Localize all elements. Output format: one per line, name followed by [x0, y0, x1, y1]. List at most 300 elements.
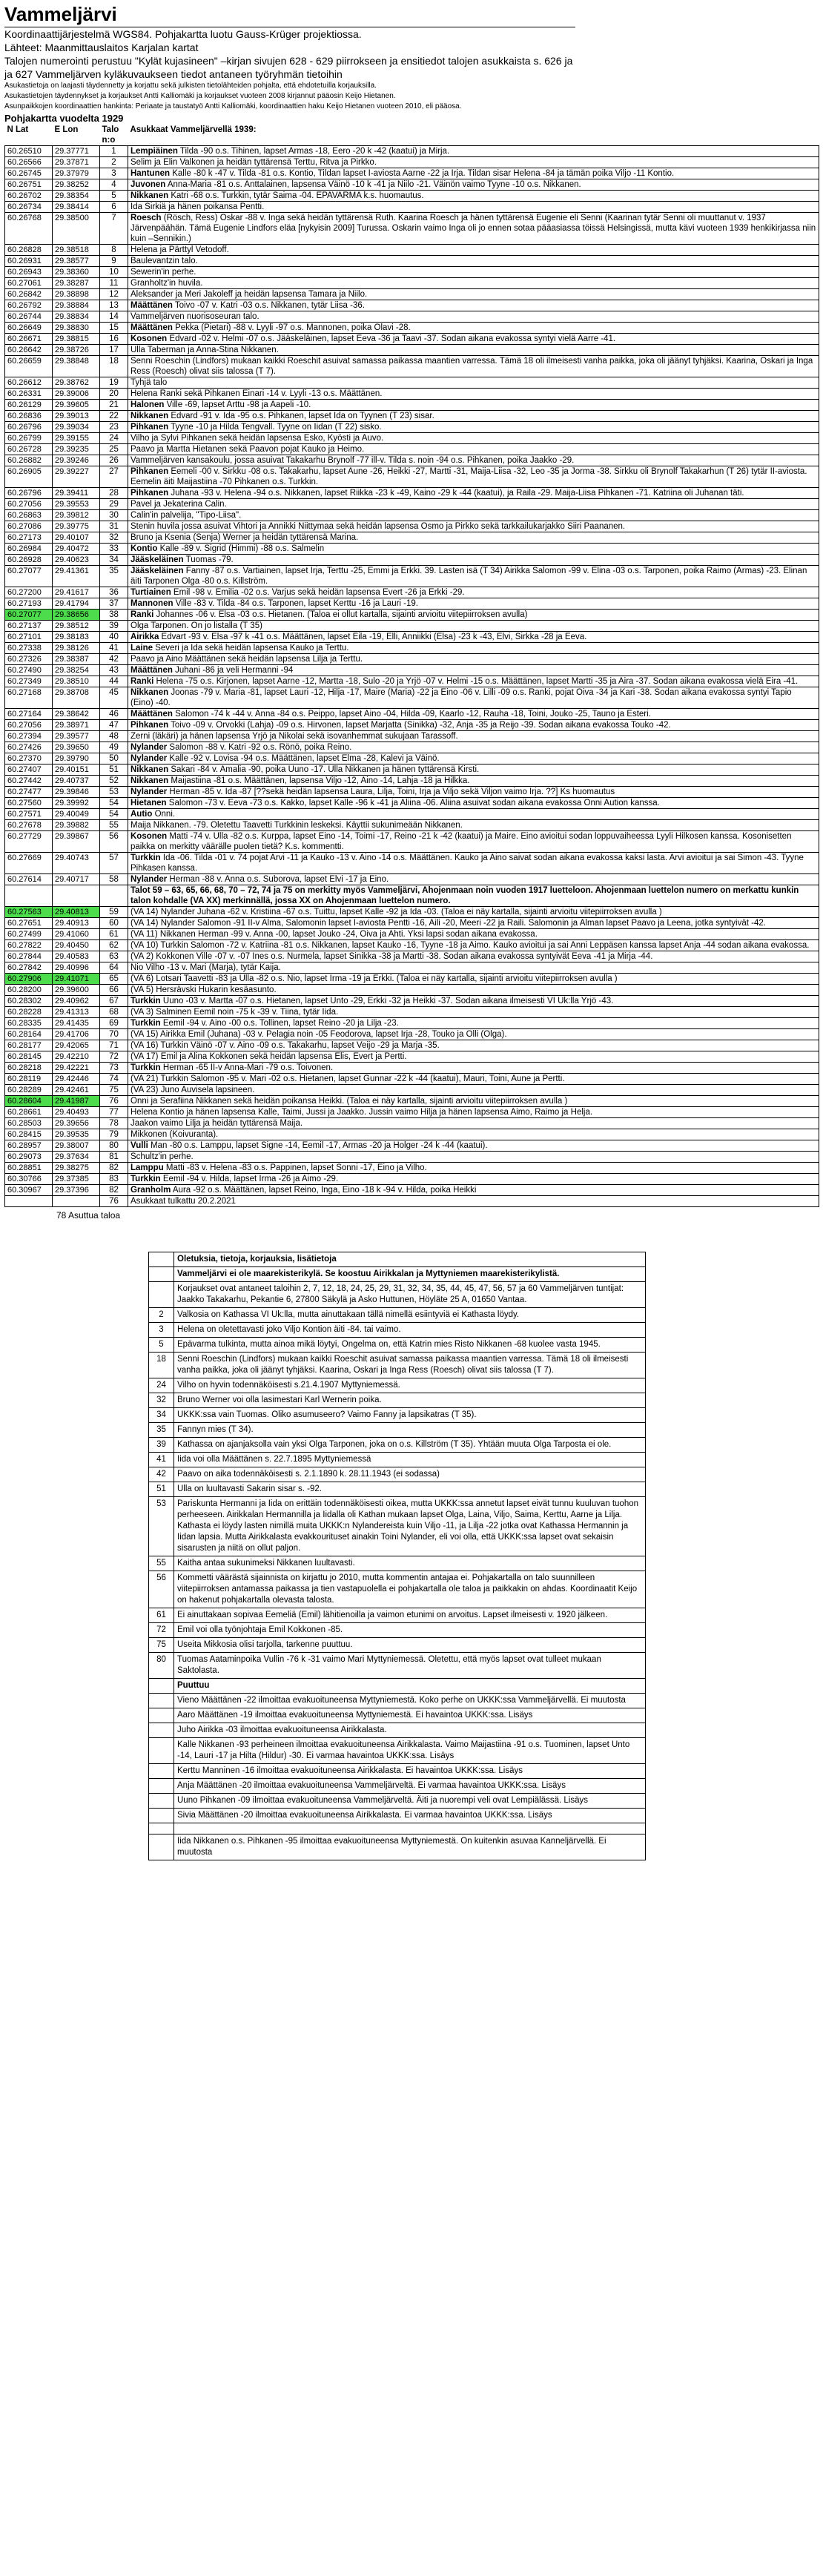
cell-desc — [128, 940, 819, 951]
cell-desc — [128, 610, 819, 621]
note-row — [149, 1423, 646, 1438]
cell-lat: 60.28119 — [5, 1074, 53, 1085]
cell-num: 35 — [100, 566, 128, 587]
cell-num: 82 — [100, 1163, 128, 1174]
note-house-num: 18 — [149, 1353, 174, 1378]
notes-header-1: Oletuksia, tietoja, korjauksia, lisätietoja — [174, 1252, 646, 1267]
resident-surname: Turkkin — [130, 1063, 161, 1072]
resident-text: Herman -85 v. Ida -87 [??sekä heidän lapsensa Laura, Lilja, Toini, Irja ja Viljo sekä Viljon vaimo Irja. ??] Ks huomautus — [167, 787, 615, 796]
cell-num: 15 — [100, 323, 128, 334]
cell-lon: 29.39846 — [53, 787, 100, 798]
note-row — [149, 1378, 646, 1393]
cell-lat: 60.27614 — [5, 874, 53, 885]
resident-text: Kalle -80 k -47 v. Tilda -81 o.s. Kontio, Tildan lapset I-aviosta Aarne -22 ja Irja. Tildan sisar Helena -84 ja tämän poika Viljo -11 Kontio. — [170, 169, 675, 178]
resident-text: Tyhjä talo — [130, 378, 168, 387]
cell-lon: 29.39605 — [53, 400, 100, 411]
table-row — [5, 1196, 819, 1207]
resident-text: Helena Kontio ja hänen lapsensa Kalle, Taimi, Jussi ja Jaakko. Jussin vaimo Hilja ja hänen lapsensa Aimo, Raimo ja Helja. — [130, 1108, 593, 1117]
cell-num: 12 — [100, 289, 128, 300]
cell-num: 75 — [100, 1085, 128, 1096]
cell-lon: 29.38414 — [53, 202, 100, 213]
resident-text: Ville -69, lapset Arttu -98 ja Aapeli -10. — [164, 400, 311, 409]
resident-text: Ulla Taberman ja Anna-Stina Nikkanen. — [130, 346, 279, 354]
cell-num: 76 — [100, 1196, 128, 1207]
cell-num: 78 — [100, 1118, 128, 1129]
cell-desc — [128, 267, 819, 278]
basis-line-1: Talojen numerointi perustuu "Kylät kujasineen" –kirjan sivujen 628 - 629 piirrokseen ja ensitiedot talojen asukkaista s. 626 ja — [4, 55, 573, 67]
cell-desc: Asukkaat tulkattu 20.2.2021 — [128, 1196, 819, 1207]
cell-lat: 60.26129 — [5, 400, 53, 411]
table-row — [5, 731, 819, 742]
resident-surname: Turkkin — [130, 1175, 161, 1183]
note-text: Kommetti väärästä sijainnista on kirjattu jo 2010, mutta kommentin antajaa ei. Pohjakartalla on talo suunnilleen viitepiirroksen antamassa paikassa ja tien vastapuolella ei pohjakartalla ole taloa ja paikkakin on ahdas. Koordinaatit Keijo on hakenut pohjakartalla olevasta talosta. — [174, 1571, 646, 1608]
resident-text: (VA 6) Lotsari Taavetti -83 ja Ulla -82 o.s. Nio, lapset Irma -19 ja Erkki. (Taloa ei näy kartalla, sijainti arvioitu viitepiirroksen avulla ) — [130, 974, 618, 983]
table-row — [5, 676, 819, 687]
notes-header-2: Vammeljärvi ei ole maarekisterikylä. Se koostuu Airikkalan ja Myttyniemen maarekisterikylistä. — [174, 1267, 646, 1282]
resident-surname: Vulli — [130, 1141, 148, 1150]
note-text: Ei ainuttakaan sopivaa Eemeliä (Emil) lähitienoilla ja vaimon etunimi on arvoitus. Lapset ilmeisesti v. 1920 jälkeen. — [174, 1608, 646, 1623]
resident-text: Salomon -74 k -44 v. Anna -84 o.s. Peippo, lapset Aino -04, Hilda -09, Kaarlo -12, Rauha -18, Toini, Jouko -25, Tauno ja Esteri. — [172, 710, 651, 719]
cell-num: 9 — [100, 256, 128, 267]
cell-desc — [128, 951, 819, 962]
cell-desc — [128, 1107, 819, 1118]
resident-text: Ida -06. Tilda -01 v. 74 pojat Arvi -11 ja Kauko -13 v. Aino -14 o.s. Määttänen. Kauko ja Aino saivat sodan aikana evakossa kaksi lasta. Arvi avioitui ja sai Simon -43. Tyyne Pihkasen kanssa. — [130, 853, 804, 873]
note-row — [149, 1623, 646, 1638]
cell-num: 19 — [100, 377, 128, 389]
cell-num: 10 — [100, 267, 128, 278]
cell-lat: 60.26566 — [5, 157, 53, 168]
cell-lat: 60.27499 — [5, 929, 53, 940]
note-line-3: Asunpaikkojen koordinaattien hankinta: Periaate ja taustatyö Antti Kalliomäki, koordinaattien haku Keijo Hietanen vuoteen 2010, eli pääosa. — [4, 102, 462, 110]
missing-text: Aaro Määttänen -19 ilmoittaa evakuoituneensa Myttyniemestä. Ei havaintoa UKKK:ssa. Lisäys — [174, 1708, 646, 1723]
cell-num: 29 — [100, 499, 128, 510]
cell-desc — [128, 179, 819, 191]
cell-num: 77 — [100, 1107, 128, 1118]
resident-text: Paavo ja Martta Hietanen sekä Paavon pojat Kauko ja Heimo. — [130, 445, 365, 454]
cell-lon: 29.39013 — [53, 411, 100, 422]
resident-surname: Nylander — [130, 754, 168, 763]
cell-num: 68 — [100, 1007, 128, 1018]
table-row — [5, 213, 819, 245]
cell-lat: 60.27137 — [5, 621, 53, 632]
resident-surname: Lempiäinen — [130, 147, 178, 156]
note-row — [149, 1308, 646, 1323]
cell-lat — [5, 1196, 53, 1207]
table-row — [5, 687, 819, 709]
resident-text: Eemeli -00 v. Sirkku -08 o.s. Takakarhu, lapset Aune -26, Heikki -27, Martti -31, Maija-Liisa -32, Leo -35 ja Jorma -38. Sirkku oli Brynolf Takakarhun (T 26) tytär II-aviosta. Eemelin äiti Maijastiina -70 Pihkanen o.s. Turkkin. — [130, 467, 807, 486]
resident-surname: Mannonen — [130, 599, 173, 608]
cell-lat: 60.26943 — [5, 267, 53, 278]
cell-lat: 60.26728 — [5, 444, 53, 455]
table-row — [5, 267, 819, 278]
cell-lon: 29.38360 — [53, 267, 100, 278]
resident-surname: Nikkanen — [130, 688, 169, 697]
table-row — [5, 820, 819, 831]
missing-text: Kerttu Manninen -16 ilmoittaa evakuoituneensa Airikkalasta. Ei havaintoa UKKK:ssa. Lisäys — [174, 1764, 646, 1779]
cell-lon: 29.40717 — [53, 874, 100, 885]
resident-surname: Määttänen — [130, 710, 173, 719]
resident-text: Onni ja Serafiina Nikkanen sekä heidän poikansa Heikki. (Taloa ei näy kartalla, sijainti arvioitu viitepiirroksen avulla ) — [130, 1097, 568, 1106]
cell-desc — [128, 323, 819, 334]
table-row — [5, 566, 819, 587]
cell-num: 65 — [100, 974, 128, 985]
cell-lat: 60.29073 — [5, 1152, 53, 1163]
resident-text: Sakari -84 v. Amalia -90, poika Uuno -17. Ulla Nikkanen ja hänen tyttärensä Kirsti. — [168, 765, 480, 774]
cell-lon: 29.39227 — [53, 466, 100, 488]
cell-desc — [128, 566, 819, 587]
cell-lon: 29.37385 — [53, 1174, 100, 1185]
cell-lat: 60.26799 — [5, 433, 53, 444]
note-row — [149, 1393, 646, 1408]
missing-row — [149, 1809, 646, 1823]
cell-num: 36 — [100, 587, 128, 598]
cell-desc — [128, 831, 819, 853]
cell-lon: 29.40962 — [53, 996, 100, 1007]
cell-desc — [128, 1174, 819, 1185]
cell-desc — [128, 488, 819, 499]
note-row — [149, 1608, 646, 1623]
cell-lon: 29.38512 — [53, 621, 100, 632]
cell-lat: 60.26768 — [5, 213, 53, 245]
cell-lat: 60.26745 — [5, 168, 53, 179]
table-row — [5, 907, 819, 918]
note-row — [149, 1556, 646, 1571]
resident-surname: Pihkanen — [130, 467, 169, 476]
table-row — [5, 1185, 819, 1196]
resident-surname: Autio — [130, 810, 153, 819]
table-row — [5, 455, 819, 466]
resident-text: Maija Nikkanen. -79. Oletettu Taavetti Turkkinin leskeksi. Käyttii sukunimeään Nikkanen. — [130, 821, 463, 830]
cell-desc — [128, 654, 819, 665]
cell-num: 2 — [100, 157, 128, 168]
cell-lon: 29.37396 — [53, 1185, 100, 1196]
note-text: Kaitha antaa sukunimeksi Nikkanen luultavasti. — [174, 1556, 646, 1571]
cell-lon: 29.39775 — [53, 521, 100, 532]
cell-num: 41 — [100, 643, 128, 654]
cell-num: 79 — [100, 1129, 128, 1140]
resident-text: Severi ja Ida sekä heidän lapsensa Kauko ja Terttu. — [153, 644, 349, 653]
cell-desc — [128, 334, 819, 345]
note-row — [149, 1323, 646, 1338]
resident-text: Pekka (Pietari) -88 v. Lyyli -97 o.s. Mannonen, poika Olavi -28. — [172, 323, 411, 332]
resident-text: (VA 11) Nikkanen Herman -99 v. Anna -00, lapset Jouko -24, Oiva ja Ahti. Yksi lapsi sodan aikana evakossa. — [130, 930, 538, 939]
missing-text — [174, 1823, 646, 1834]
cell-lon: 29.41361 — [53, 566, 100, 587]
footer-count: 78 Asuttua taloa — [56, 1210, 121, 1221]
table-row — [5, 532, 819, 544]
cell-lat: 60.27844 — [5, 951, 53, 962]
cell-desc — [128, 1152, 819, 1163]
cell-lon: 29.40493 — [53, 1107, 100, 1118]
resident-surname: Määttänen — [130, 666, 173, 675]
cell-lon: 29.41313 — [53, 1007, 100, 1018]
cell-num: 22 — [100, 411, 128, 422]
cell-desc — [128, 776, 819, 787]
cell-lon: 29.39812 — [53, 510, 100, 521]
resident-text: Zerni (läkäri) ja hänen lapsensa Yrjö ja Nikolai sekä isovanhemmat sukujaan Tarassoff. — [130, 732, 458, 741]
resident-text: Senni Roeschin (Lindfors) mukaan kaikki Roeschit asuivat samassa paikassa maantien varressa. Tämä 18 oli ilmeisesti vanha paikka, joka oli jäänyt tyhjäksi. Kaarina, Oskari ja Inga Ress (Roesch) olivat siis talossa (T 7). — [130, 357, 813, 376]
cell-lon: 29.37979 — [53, 168, 100, 179]
note-row — [149, 1353, 646, 1378]
resident-text: Salomon -88 v. Katri -92 o.s. Rönö, poika Reino. — [167, 743, 352, 752]
note-house-num: 42 — [149, 1467, 174, 1482]
cell-num: 60 — [100, 918, 128, 929]
table-row — [5, 146, 819, 157]
resident-text: Anna-Maria -81 o.s. Anttalainen, lapsensa Väinö -10 k -41 ja Niilo -21. Väinön vaimo Tyyne -10 o.s. Nikkanen. — [165, 180, 581, 189]
cell-num: 34 — [100, 555, 128, 566]
cell-desc — [128, 1163, 819, 1174]
cell-desc — [128, 742, 819, 753]
cell-lat: 60.28228 — [5, 1007, 53, 1018]
notes-table — [148, 1252, 646, 1860]
note-row — [149, 1338, 646, 1353]
cell-lon: 29.39535 — [53, 1129, 100, 1140]
missing-text: Anja Määttänen -20 ilmoittaa evakuoituneensa Vammeljärveltä. Ei varmaa havaintoa UKKK:ssa. Lisäys — [174, 1779, 646, 1794]
missing-text: Uuno Pihkanen -09 ilmoittaa evakuoituneensa Vammeljärveltä. Äiti ja nuorempi veli ovat Lempiälässä. Lisäys — [174, 1794, 646, 1809]
cell-lat: 60.27842 — [5, 962, 53, 974]
cell-desc — [128, 985, 819, 996]
cell-lat: 60.27490 — [5, 665, 53, 676]
cell-lon: 29.40049 — [53, 809, 100, 820]
missing-row — [149, 1834, 646, 1860]
table-row — [5, 1074, 819, 1085]
cell-desc — [128, 918, 819, 929]
table-row — [5, 598, 819, 610]
cell-desc — [128, 787, 819, 798]
resident-text: (VA 17) Emil ja Alina Kokkonen sekä heidän lapsensa Elis, Evert ja Pertti. — [130, 1052, 407, 1061]
cell-num: 27 — [100, 466, 128, 488]
cell-lat: 60.27729 — [5, 831, 53, 853]
cell-lat: 60.27560 — [5, 798, 53, 809]
cell-lon: 29.40743 — [53, 853, 100, 874]
cell-lat: 60.27906 — [5, 974, 53, 985]
note-text: Epävarma tulkinta, mutta ainoa mikä löytyi, Ongelma on, että Katrin mies Risto Nikkanen -68 kuolee vasta 1945. — [174, 1338, 646, 1353]
cell-lon: 29.39790 — [53, 753, 100, 764]
cell-lat: 60.27571 — [5, 809, 53, 820]
cell-num: 71 — [100, 1040, 128, 1051]
resident-text: Juhani -86 ja veli Hermanni -94 — [172, 666, 294, 675]
cell-num: 64 — [100, 962, 128, 974]
cell-lon: 29.39034 — [53, 422, 100, 433]
cell-num: 76 — [100, 1096, 128, 1107]
cell-lon: 29.38007 — [53, 1140, 100, 1152]
resident-text: Helena -75 o.s. Kirjonen, lapset Aarne -12, Martta -18, Sulo -20 ja Yrjö -07 v. Helmi -15 o.s. Määttänen, lapset Martti -35 ja Aira -37. Sodan aikana evakossa vielä Eira -41. — [153, 677, 799, 686]
cell-lon: 29.41794 — [53, 598, 100, 610]
table-row — [5, 1018, 819, 1029]
resident-surname: Roesch — [130, 214, 162, 222]
cell-lon: 29.41071 — [53, 974, 100, 985]
cell-desc — [128, 1096, 819, 1107]
cell-num: 31 — [100, 521, 128, 532]
cell-desc — [128, 798, 819, 809]
cell-desc — [128, 1018, 819, 1029]
resident-surname: Nylander — [130, 875, 168, 884]
missing-header: Puuttuu — [174, 1679, 646, 1694]
cell-num: 53 — [100, 787, 128, 798]
cell-lat: 60.27101 — [5, 632, 53, 643]
table-row — [5, 974, 819, 985]
cell-desc — [128, 1140, 819, 1152]
cell-desc — [128, 510, 819, 521]
cell-lon: 29.38815 — [53, 334, 100, 345]
cell-num: 49 — [100, 742, 128, 753]
cell-desc — [128, 709, 819, 720]
cell-num: 66 — [100, 985, 128, 996]
cell-num: 44 — [100, 676, 128, 687]
note-house-num: 32 — [149, 1393, 174, 1408]
cell-lat: 60.27077 — [5, 610, 53, 621]
note-line-1: Asukastietoja on laajasti täydennetty ja korjattu sekä julkisten tietolähteiden pohjalta, että ehdotetuilla korjauksilla. — [4, 82, 377, 90]
cell-desc — [128, 466, 819, 488]
cell-desc — [128, 1085, 819, 1096]
cell-desc — [128, 687, 819, 709]
cell-desc — [128, 202, 819, 213]
note-house-num: 41 — [149, 1453, 174, 1467]
missing-text: Sivia Määttänen -20 ilmoittaa evakuoituneensa Airikkalasta. Ei varmaa havaintoa UKKK:ssa. Lisäys — [174, 1809, 646, 1823]
cell-num: 7 — [100, 213, 128, 245]
resident-text: Matti -74 v. Ulla -82 o.s. Kurppa, lapset Eino -14, Toimi -17, Reino -21 k -42 (kaatui) ja Maire. Eino avioitui sodan loppuvaiheessa Lyyli Hilkosen kanssa. Kosonisetten paikka on merkitty väärälle puolen tietä? K.s. kommentti. — [130, 832, 792, 851]
note-house-num: 55 — [149, 1556, 174, 1571]
resident-text: Tilda -90 o.s. Tihinen, lapset Armas -18, Eero -20 k -42 (kaatui) ja Mirja. — [177, 147, 450, 156]
resident-text: (VA 14) Nylander Juhana -62 v. Kristiina -67 o.s. Tuittu, lapset Kalle -92 ja Ida -03. (Taloa ei näy kartalla, sijainti arvioitu viitepiirroksen avulla ) — [130, 908, 662, 917]
cell-lon: 29.38642 — [53, 709, 100, 720]
cell-desc — [128, 499, 819, 510]
cell-num: 81 — [100, 1152, 128, 1163]
resident-text: Eemil -94 v. Hilda, lapset Irma -26 ja Aimo -29. — [160, 1175, 339, 1183]
resident-text: Baulevantzin talo. — [130, 257, 198, 265]
cell-desc — [128, 300, 819, 311]
note-house-num: 51 — [149, 1482, 174, 1497]
notes-header-row — [149, 1252, 646, 1267]
resident-text: (VA 2) Kokkonen Ville -07 v. -07 Ines o.s. Nurmela, lapset Sinikka -38 ja Martti -38. Sodan aikana evakossa syntyivät Eeva -41 ja Mirja -44. — [130, 952, 653, 961]
cell-lon: 29.38252 — [53, 179, 100, 191]
cell-lon: 29.40151 — [53, 764, 100, 776]
cell-lat: 60.27349 — [5, 676, 53, 687]
cell-lat: 60.28604 — [5, 1096, 53, 1107]
note-house-num: 53 — [149, 1497, 174, 1556]
cell-desc — [128, 213, 819, 245]
resident-text: (VA 21) Turkkin Salomon -95 v. Mari -02 o.s. Hietanen, lapset Gunnar -22 k -44 (kaatui), Mauri, Toini, Aune ja Pertti. — [130, 1074, 565, 1083]
cell-lon: 29.39006 — [53, 389, 100, 400]
cell-desc — [128, 764, 819, 776]
cell-desc — [128, 389, 819, 400]
cell-lon: 29.42446 — [53, 1074, 100, 1085]
note-row — [149, 1282, 646, 1308]
note-row — [149, 1571, 646, 1608]
note-text: Senni Roeschin (Lindfors) mukaan kaikki Roeschit asuivat samassa paikassa maantien varressa. Tämä 18 oli ilmeisesti vanha paikka, joka oli jäänyt tyhjäksi. Kaarina, Oskari ja Inga Ress (Roesch) olivat siis talossa (T 7). — [174, 1353, 646, 1378]
table-row — [5, 1029, 819, 1040]
resident-surname: Kosonen — [130, 832, 168, 841]
cell-lat: 60.28145 — [5, 1051, 53, 1063]
cell-desc — [128, 820, 819, 831]
cell-num: 67 — [100, 996, 128, 1007]
cell-lon: 29.41435 — [53, 1018, 100, 1029]
cell-lat: 60.28415 — [5, 1129, 53, 1140]
resident-text: Herman -88 v. Anna o.s. Suborova, lapset Elvi -17 ja Eino. — [167, 875, 389, 884]
table-row — [5, 444, 819, 455]
note-text: UKKK:ssa vain Tuomas. Oliko asumuseero? Vaimo Fanny ja lapsikatras (T 35). — [174, 1408, 646, 1423]
cell-lon: 29.40737 — [53, 776, 100, 787]
resident-text: Selim ja Elin Valkonen ja heidän tyttärensä Terttu, Ritva ja Pirkko. — [130, 158, 377, 167]
resident-surname: Pihkanen — [130, 423, 169, 432]
cell-lat: 60.27651 — [5, 918, 53, 929]
table-row — [5, 1174, 819, 1185]
cell-num: 24 — [100, 433, 128, 444]
cell-desc — [128, 1074, 819, 1085]
missing-text: Juho Airikka -03 ilmoittaa evakuoituneensa Airikkalasta. — [174, 1723, 646, 1738]
resident-text: Herman -65 II-v Anna-Mari -79 o.s. Toivonen. — [160, 1063, 334, 1072]
resident-text: (Rösch, Ress) Oskar -88 v. Inga sekä heidän tyttärensä Ruth. Kaarina Roesch ja hänen tyttärensä Eugenie eli Senni (Kaarinan tytär Senni oli muuttanut v. 1937 Järvenpäähän. Tämä Eugenie Lindfors eläa [nykyisin 2009] Turussa. Oskarin vaimo Inga oli jo ennen sotaa pääasiassa töissä Helsingissä, mutta kävi vuoteen 1939 henkikirjassa niin kuin –Sennikin.) — [130, 214, 816, 243]
cell-desc — [128, 532, 819, 544]
resident-surname: Nikkanen — [130, 776, 169, 785]
cell-desc — [128, 168, 819, 179]
cell-lat: 60.26928 — [5, 555, 53, 566]
resident-text: Aura -92 o.s. Määttänen, lapset Reino, Inga, Eino -18 k -94 v. Hilda, poika Heikki — [171, 1186, 477, 1195]
resident-text: Sewerin'in perhe. — [130, 268, 196, 277]
resident-surname: Halonen — [130, 400, 165, 409]
cell-num: 73 — [100, 1063, 128, 1074]
cell-num: 43 — [100, 665, 128, 676]
cell-lon: 29.40583 — [53, 951, 100, 962]
cell-lon: 29.39882 — [53, 820, 100, 831]
cell-lon: 29.40996 — [53, 962, 100, 974]
cell-lat: 60.26863 — [5, 510, 53, 521]
cell-lat: 60.26671 — [5, 334, 53, 345]
resident-surname: Kosonen — [130, 334, 168, 343]
cell-lat: 60.26612 — [5, 377, 53, 389]
cell-lat: 60.27338 — [5, 643, 53, 654]
cell-num: 51 — [100, 764, 128, 776]
note-house-num — [149, 1282, 174, 1308]
cell-lat: 60.26649 — [5, 323, 53, 334]
cell-lat: 60.26331 — [5, 389, 53, 400]
table-row — [5, 776, 819, 787]
cell-desc — [128, 256, 819, 267]
cell-lat: 60.26510 — [5, 146, 53, 157]
note-house-num: 80 — [149, 1653, 174, 1679]
table-row — [5, 1118, 819, 1129]
resident-text: Juhana -93 v. Helena -94 o.s. Nikkanen, lapset Riikka -23 k -49, Kaino -29 k -44 (kaatui), ja Raila -29. Maija-Liisa Pihkanen -71. Katriina oli Juhanan täti. — [168, 489, 744, 498]
cell-num: 14 — [100, 311, 128, 323]
cell-num: 54 — [100, 809, 128, 820]
cell-lon — [53, 1196, 100, 1207]
table-row — [5, 323, 819, 334]
cell-lon: 29.38518 — [53, 245, 100, 256]
cell-num: 52 — [100, 776, 128, 787]
cell-num: 82 — [100, 1185, 128, 1196]
cell-lat: 60.28200 — [5, 985, 53, 996]
cell-num: 72 — [100, 1051, 128, 1063]
cell-lon: 29.38848 — [53, 356, 100, 377]
note-text: Pariskunta Hermanni ja Iida on erittäin todennäköisesti oikea, mutta UKKK:ssa annetut lapset eivät tunnu kuuluvan tuohon perheeseen. Airikkalan Hermannilla ja Iidalla oli Kathan mukaan lapset Olga, Laina, Viljo, Saima, Kerttu, Aarne ja Lilja. Kathasta ei löydy lasten nimillä muita UKKK:n Nylandereista kuin Viljo -11, ja Lilja -22 jotka ovat Kathassa Hermannin ja Iidan lapsia. Mutta Airikkalasta evakkourituset ainakin Toini Nylander, eli voi olla, että UKKK:ssa lapset ovat sekaisin sisarusten ja niitä on ollut paljon. — [174, 1497, 646, 1556]
cell-num: 33 — [100, 544, 128, 555]
cell-num: 18 — [100, 356, 128, 377]
table-row — [5, 555, 819, 566]
cell-lon: 29.40450 — [53, 940, 100, 951]
resident-surname: Ranki — [130, 610, 154, 619]
cell-lon: 29.39656 — [53, 1118, 100, 1129]
note-text: Helena on oletettavasti joko Viljo Kontion äiti -84. tai vaimo. — [174, 1323, 646, 1338]
missing-text: Iida Nikkanen o.s. Pihkanen -95 ilmoittaa evakuoituneensa Myttyniemestä. On kuitenkin asuvaa Kanneljärvellä. Ei muutosta — [174, 1834, 646, 1860]
cell-lon: 29.38830 — [53, 323, 100, 334]
resident-text: Man -80 o.s. Lamppu, lapset Signe -14, Eemil -17, Armas -20 ja Holger -24 k -44 (kaatui). — [148, 1141, 488, 1150]
cell-num: 6 — [100, 202, 128, 213]
resident-surname: Laine — [130, 644, 153, 653]
table-row — [5, 377, 819, 389]
cell-lon: 29.38971 — [53, 720, 100, 731]
cell-num: 56 — [100, 831, 128, 853]
table-row — [5, 831, 819, 853]
